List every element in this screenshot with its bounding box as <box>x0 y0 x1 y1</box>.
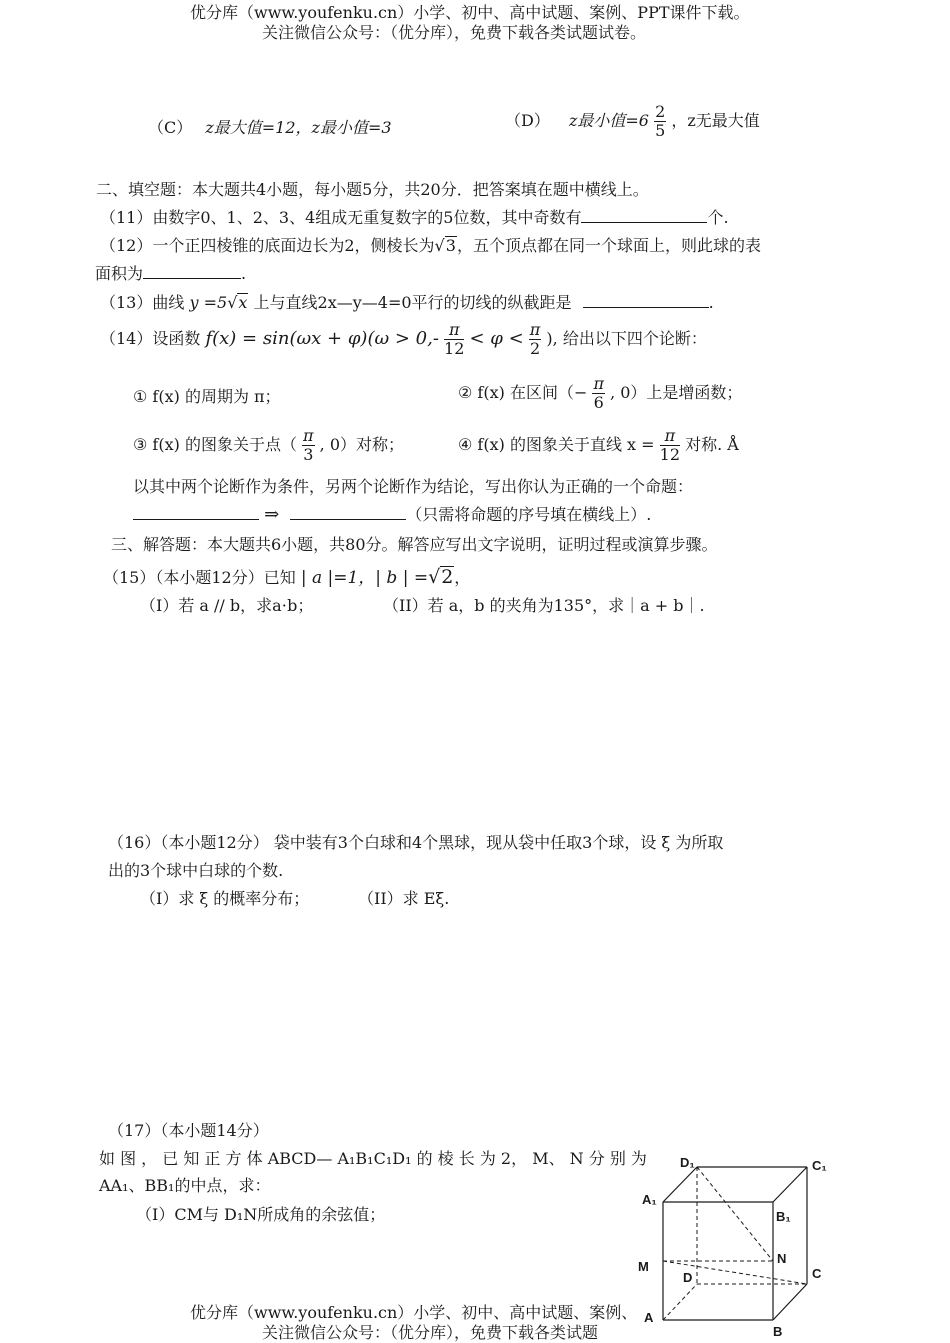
q14-frac-2-num: π <box>529 320 541 339</box>
option-d <box>505 104 760 139</box>
q12-line1 <box>100 233 761 256</box>
q12-sqrt: √3 <box>434 236 456 255</box>
q13-text-b: 上与直线2x—y—4=0平行的切线的纵截距是 <box>253 293 572 312</box>
q13-end: . <box>708 293 714 312</box>
q14-answer-end: （只需将命题的序号填在横线上）. <box>406 505 652 524</box>
q14-frac-2-den: 2 <box>529 339 541 358</box>
q16-part-2: （II）求 Eξ. <box>358 889 450 908</box>
label-b: B <box>773 1324 783 1339</box>
implies-arrow: ⇒ <box>264 504 280 525</box>
q11-text: （11）由数字0、1、2、3、4组成无重复数字的5位数，其中奇数有 <box>100 208 582 227</box>
label-c1: C₁ <box>812 1158 827 1173</box>
q12-sqrt-arg: 3 <box>445 236 456 255</box>
q16-line1: （16）（本小题12分） 袋中装有3个白球和4个黑球，现从袋中任取3个球，设 ξ 为所取 <box>108 833 724 852</box>
statement-4-frac <box>660 428 680 463</box>
option-c-label: （C） <box>148 118 193 137</box>
statement-4-frac-den: 12 <box>659 445 681 464</box>
q13-sqrt: √x <box>227 293 248 312</box>
q12-end: . <box>241 264 247 283</box>
option-d-frac-num: 2 <box>655 102 666 121</box>
footer-line-2: 关注微信公众号：（优分库），免费下载各类试题 <box>262 1323 599 1342</box>
cube-figure <box>630 1150 840 1341</box>
q14-func: f(x) = sin(ωx + φ)(ω > 0,- <box>205 328 439 349</box>
option-c-text: z最大值=12，z最小值=3 <box>205 118 392 137</box>
statement-3-frac <box>302 428 315 463</box>
option-d-frac-den: 5 <box>655 121 666 140</box>
q14-mid: < φ < <box>469 328 524 349</box>
label-a1: A₁ <box>642 1192 657 1207</box>
q15-sqrt: √2 <box>428 566 454 588</box>
statement-3-frac-den: 3 <box>303 445 314 464</box>
q14-text-b: ), 给出以下四个论断： <box>546 329 707 348</box>
statement-3-b: , 0）对称； <box>319 435 405 454</box>
q16-line2: 出的3个球中白球的个数. <box>108 861 284 880</box>
q13-text-a: （13）曲线 <box>100 293 185 312</box>
q15-sqrt-arg: 2 <box>441 566 454 588</box>
q13-answer-blank[interactable] <box>583 293 709 308</box>
q11 <box>100 205 729 228</box>
q12-answer-blank[interactable] <box>143 264 241 279</box>
q12-text-a: （12）一个正四棱锥的底面边长为2，侧棱长为 <box>100 236 435 255</box>
q11-answer-blank[interactable] <box>581 208 707 223</box>
statement-3-frac-num: π <box>303 426 314 445</box>
statement-2-a: ② f(x) 在区间（− <box>458 383 588 402</box>
statement-2-frac <box>592 376 605 411</box>
statement-3 <box>133 428 404 463</box>
q14-frac-1 <box>444 322 464 357</box>
statement-2-frac-den: 6 <box>593 393 604 412</box>
label-c: C <box>812 1266 822 1281</box>
q17-line2: AA₁、BB₁的中点，求： <box>99 1176 271 1195</box>
label-d: D <box>683 1270 693 1285</box>
option-d-fraction <box>654 104 666 139</box>
label-n: N <box>777 1251 787 1266</box>
statement-2-frac-num: π <box>593 374 604 393</box>
edge-b1-c1 <box>773 1167 807 1202</box>
label-d1: D₁ <box>680 1155 695 1170</box>
q14-answer-blank-2[interactable] <box>290 505 406 520</box>
q15 <box>103 563 470 588</box>
q15-text-b: | a |=1，| b | = <box>300 568 429 588</box>
q12-text-b: ，五个顶点都在同一个球面上，则此球的表 <box>456 236 761 255</box>
edge-a-d <box>663 1284 697 1320</box>
option-d-text-pre: z最小值=6 <box>568 111 649 130</box>
segment-d1-n <box>697 1167 773 1261</box>
q14-answer-line <box>133 502 651 525</box>
q12-text-c: 面积为 <box>95 264 144 283</box>
option-d-text-post: ，z无最大值 <box>671 111 760 130</box>
statement-2-b: , 0）上是增函数； <box>610 383 743 402</box>
q17-line1: 如 图 ， 已 知 正 方 体 ABCD— A₁B₁C₁D₁ 的 棱 长 为 2， M、 N 分 别 为 <box>99 1149 647 1168</box>
q13-sqrt-arg: x <box>238 293 248 312</box>
q14-frac-1-num: π <box>444 322 464 340</box>
footer-line-1: 优分库（www.youfenku.cn）小学、初中、高中试题、案例、 <box>190 1303 638 1322</box>
q14-answer-blank-1[interactable] <box>133 505 259 520</box>
label-a: A <box>644 1310 654 1325</box>
q15-text-a: （15）（本小题12分）已知 <box>103 568 296 587</box>
q16-part-1: （I）求 ξ 的概率分布； <box>140 889 310 908</box>
statement-4-frac-num: π <box>660 428 680 446</box>
statement-4-a: ④ f(x) 的图象关于直线 x = <box>458 435 655 454</box>
statement-1: ① f(x) 的周期为 π； <box>133 387 281 406</box>
q12-line2 <box>95 261 246 284</box>
section3-title: 三、解答题：本大题共6小题，共80分。解答应写出文字说明，证明过程或演算步骤。 <box>111 535 718 554</box>
statement-2 <box>458 376 742 411</box>
q14-frac-2 <box>529 322 542 357</box>
q15-part-1: （I）若 a // b，求a⋅b； <box>140 596 314 615</box>
q15-text-c: ， <box>454 568 471 587</box>
q13 <box>100 290 714 313</box>
header-line-2: 关注微信公众号：（优分库），免费下载各类试题试卷。 <box>262 23 647 42</box>
section2-title: 二、填空题：本大题共4小题，每小题5分，共20分．把答案填在题中横线上。 <box>96 180 649 199</box>
statement-4-b: 对称. Å <box>685 435 739 454</box>
q14-text-a: （14）设函数 <box>100 329 201 348</box>
q11-end: 个. <box>707 208 729 227</box>
edge-b-c <box>773 1284 807 1320</box>
q17-part-1: （I）CM与 D₁N所成角的余弦值； <box>136 1205 386 1224</box>
edge-a1-d1 <box>663 1167 697 1202</box>
q14-frac-1-den: 12 <box>444 339 465 358</box>
option-c <box>148 115 392 138</box>
q15-part-2: （II）若 a，b 的夹角为135°，求｜a + b｜. <box>383 596 705 615</box>
statement-4 <box>458 428 739 463</box>
q17-title: （17）（本小题14分） <box>108 1121 269 1140</box>
option-d-label: （D） <box>505 111 550 130</box>
statement-3-a: ③ f(x) 的图象关于点（ <box>133 435 297 454</box>
q14-conclusion: 以其中两个论断作为条件，另两个论断作为结论，写出你认为正确的一个命题： <box>133 477 694 496</box>
q13-expr: y =5 <box>189 293 228 312</box>
label-b1: B₁ <box>776 1209 791 1224</box>
label-m: M <box>638 1259 649 1274</box>
q14 <box>100 322 707 357</box>
header-line-1: 优分库（www.youfenku.cn）小学、初中、高中试题、案例、PPT课件下载。 <box>190 3 750 22</box>
